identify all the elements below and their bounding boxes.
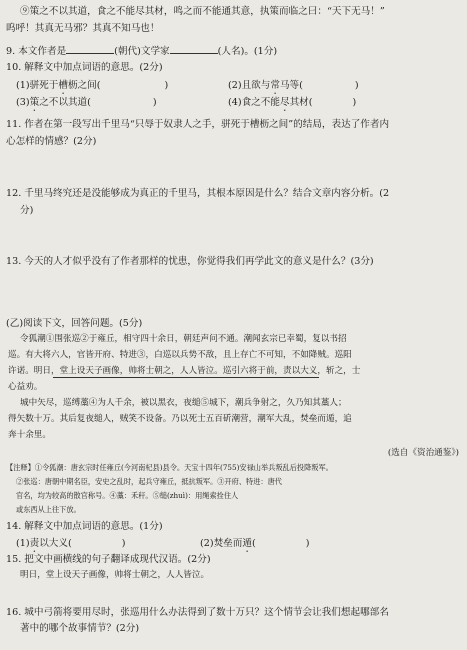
q10-item-4: (4)食之不能尽其材( ) bbox=[228, 97, 357, 108]
passage-source: (选自《资治通鉴》) bbox=[387, 448, 459, 458]
q10-item-2: (2)且欲与常马等( ) bbox=[228, 80, 359, 91]
dotted-word: 策 bbox=[29, 97, 40, 108]
passage-last-paragraph: ⑨策之不以其道，食之不能尽其材，鸣之而不能通其意，执策而临之曰：“天下无马！” bbox=[20, 6, 385, 17]
underline-marked-sentence bbox=[53, 377, 319, 378]
q11-line-1: 11. 作者在第一段写出千里马“只辱于奴隶人之手，骈死于槽枥之间”的结局，表达了作者内 bbox=[6, 119, 390, 130]
q10-item-3: (3)策之不以其道( ) bbox=[16, 97, 157, 108]
q11-answer-area[interactable] bbox=[6, 152, 461, 182]
q14-stem: 14. 解释文中加点词语的意思。(1分) bbox=[6, 521, 163, 532]
passage-yi-line: 得矢数十万。其后复夜缒人，贼笑不设备。乃以死士五百斫潮营，潮军大乱，焚垒而遁，追 bbox=[8, 414, 352, 424]
q10-stem: 10. 解释文中加点词语的意思。(2分) bbox=[6, 62, 163, 73]
q9-suffix-2: (人名)。(1分) bbox=[217, 46, 278, 57]
passage-yi-line: 巡。有大将六人，官皆开府、特进③，白巡以兵势不敌，且上存亡不可知，不如降贼。巡阳 bbox=[8, 350, 352, 360]
dotted-word: 槽 bbox=[58, 80, 68, 91]
q12-answer-area[interactable] bbox=[6, 220, 461, 252]
q9-text: 9. 本文作者是 bbox=[6, 46, 67, 57]
question-9 bbox=[6, 44, 277, 58]
notes-line: 或东西从上往下放。 bbox=[16, 505, 81, 514]
q15-sentence: 明日，堂上设天子画像，帅将士朝之，人人皆泣。 bbox=[20, 570, 210, 580]
q11-line-2: 心怎样的情感？(2分) bbox=[6, 136, 97, 147]
q9-author-blank[interactable] bbox=[170, 44, 218, 54]
q12-line-2: 分) bbox=[20, 205, 34, 216]
q9-dynasty-blank[interactable] bbox=[66, 44, 114, 54]
dotted-word: 责 bbox=[29, 538, 40, 549]
dotted-word: 常 bbox=[270, 80, 280, 91]
q9-suffix-1: (朝代)文学家 bbox=[114, 46, 170, 57]
passage-yi-line: 城中矢尽，巡缚藁④为人千余，被以黑衣，夜缒⑤城下，潮兵争射之，久乃知其藁人； bbox=[20, 398, 347, 408]
q15-stem: 15. 把文中画横线的句子翻译成现代汉语。(2分) bbox=[6, 554, 211, 565]
q16-line-2: 著中的哪个故事情节？(2分) bbox=[20, 623, 140, 634]
q12-line-1: 12. 千里马终究还是没能够成为真正的千里马，其根本原因是什么？结合文章内容分析。(2 bbox=[6, 188, 390, 199]
notes-line: ②张巡：唐朝中期名臣，安史之乱时，起兵守雍丘，抵抗叛军。③开府、特进：唐代 bbox=[16, 477, 282, 486]
q10-item-1: (1)骈死于槽枥之间( ) bbox=[16, 80, 169, 91]
q13-answer-area[interactable] bbox=[6, 271, 461, 313]
notes-line: 官名，均为较高的散官称号。④藁：禾秆。⑤缒(zhuì)：用绳索拴住人 bbox=[16, 491, 239, 500]
q15-answer-area[interactable] bbox=[6, 584, 461, 604]
passage-yi-line: 令狐潮①围张巡②于雍丘，相守四十余日，朝廷声问不通。潮闻玄宗已幸蜀，复以书招 bbox=[20, 334, 347, 344]
passage-yi-line: 奔十余里。 bbox=[8, 430, 51, 440]
passage-last-line: 呜呼！其真无马邪？其真不知马也！ bbox=[6, 23, 160, 34]
passage-yi-title: (乙)阅读下文，回答问题。(5分) bbox=[6, 318, 143, 329]
dotted-word: 尽 bbox=[279, 97, 290, 108]
passage-yi-line: 心益劝。 bbox=[8, 382, 43, 392]
q14-item-1: (1)责以大义( ) bbox=[16, 538, 126, 549]
passage-yi-line: 许诺。明日，堂上设天子画像，帅将士朝之，人人皆泣。巡引六将于前，责以大义，斩之，士 bbox=[8, 366, 361, 376]
dotted-word: 遁 bbox=[242, 538, 252, 549]
q14-item-2: (2)焚垒而遁( ) bbox=[200, 538, 310, 549]
q13-line: 13. 今天的人才似乎没有了作者那样的忧患，你觉得我们再学此文的意义是什么？(3分) bbox=[6, 256, 374, 267]
q16-line-1: 16. 城中弓箭将要用尽时，张巡用什么办法得到了数十万只？这个情节会让我们想起哪部名 bbox=[6, 607, 389, 618]
notes-line: 【注释】①令狐潮：唐玄宗时任雍丘(今河南杞县)县令。天宝十四年(755)安禄山举兵叛乱后投降叛军。 bbox=[6, 463, 333, 472]
